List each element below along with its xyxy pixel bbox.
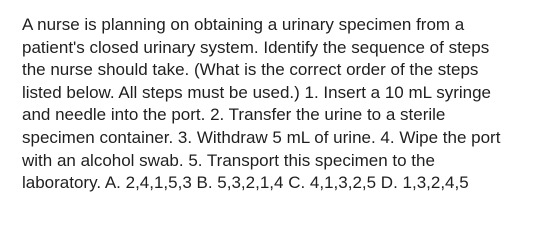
question-line: specimen container. 3. Withdraw 5 mL of urine. 4. Wipe the port [22,127,501,147]
question-line: patient's closed urinary system. Identify the sequence of steps [22,37,490,57]
question-text [22,14,542,195]
question-line: with an alcohol swab. 5. Transport this specimen to the [22,150,435,170]
question-line: listed below. All steps must be used.) 1. Insert a 10 mL syringe [22,82,491,102]
question-line: A nurse is planning on obtaining a urinary specimen from a [22,15,465,34]
question-line: and needle into the port. 2. Transfer the urine to a sterile [22,105,446,125]
question-line: the nurse should take. (What is the correct order of the steps [22,60,479,80]
question-line: laboratory. A. 2,4,1,5,3 B. 5,3,2,1,4 C. 4,1,3,2,5 D. 1,3,2,4,5 [22,173,469,193]
